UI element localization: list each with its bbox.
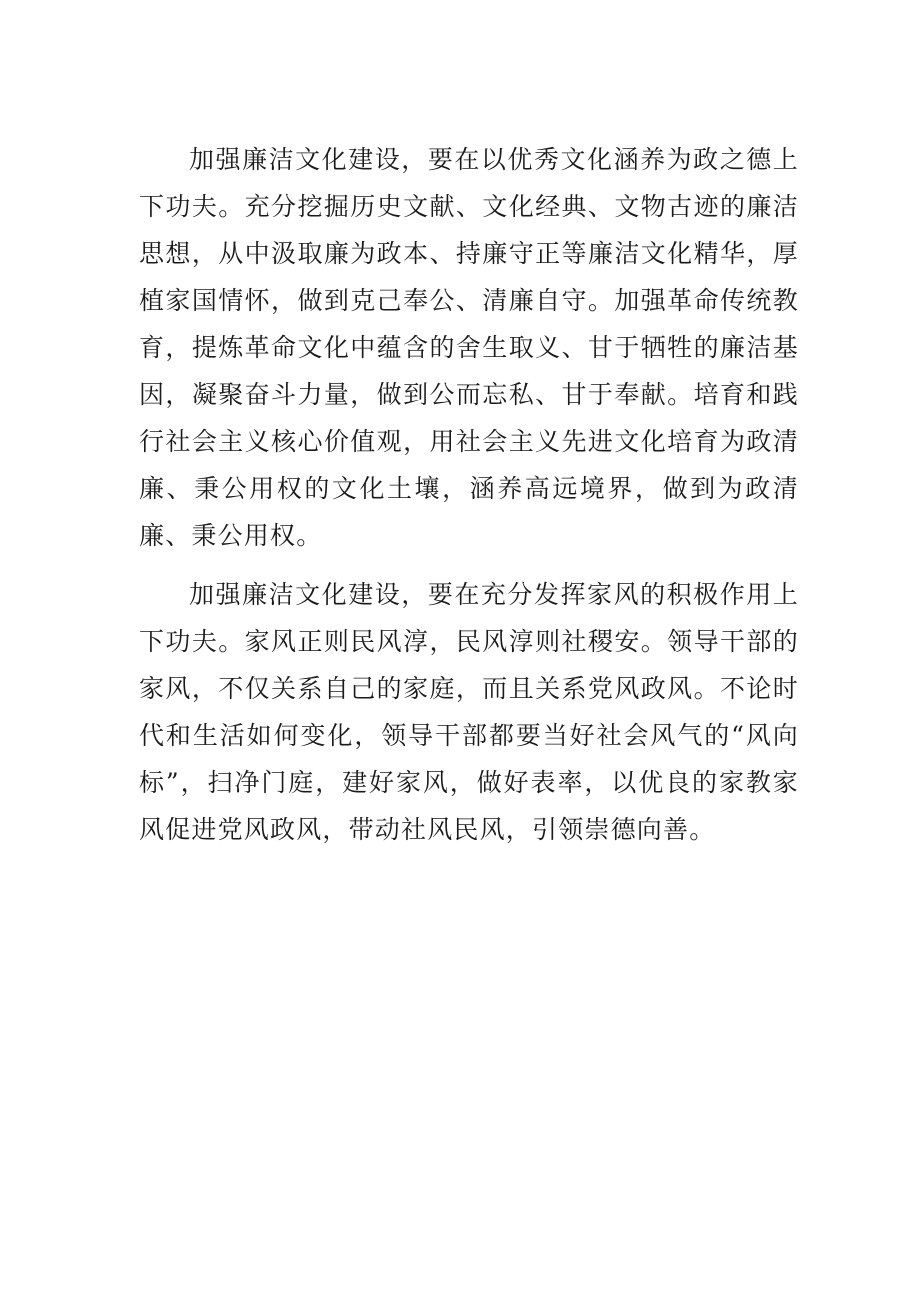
paragraph-family-tradition: 加强廉洁文化建设，要在充分发挥家风的积极作用上下功夫。家风正则民风淳，民风淳则社稷安。领导干部的家风，不仅关系自己的家庭，而且关系党风政风。不论时代和生活如何变化，领导干部都要当好社会风气的“风向标”，扫净门庭，建好家风，做好表率，以优良的家教家风促进党风政风，带动社风民风，引领崇德向善。: [139, 580, 799, 844]
paragraph-integrity-culture: 加强廉洁文化建设，要在以优秀文化涵养为政之德上下功夫。充分挖掘历史文献、文化经典、文物古迹的廉洁思想，从中汲取廉为政本、持廉守正等廉洁文化精华，厚植家国情怀，做到克己奉公、清廉自守。加强革命传统教育，提炼革命文化中蕴含的舍生取义、甘于牺牲的廉洁基因，凝聚奋斗力量，做到公而忘私、甘于奉献。培育和践行社会主义核心价值观，用社会主义先进文化培育为政清廉、秉公用权的文化土壤，涵养高远境界，做到为政清廉、秉公用权。: [139, 145, 799, 550]
